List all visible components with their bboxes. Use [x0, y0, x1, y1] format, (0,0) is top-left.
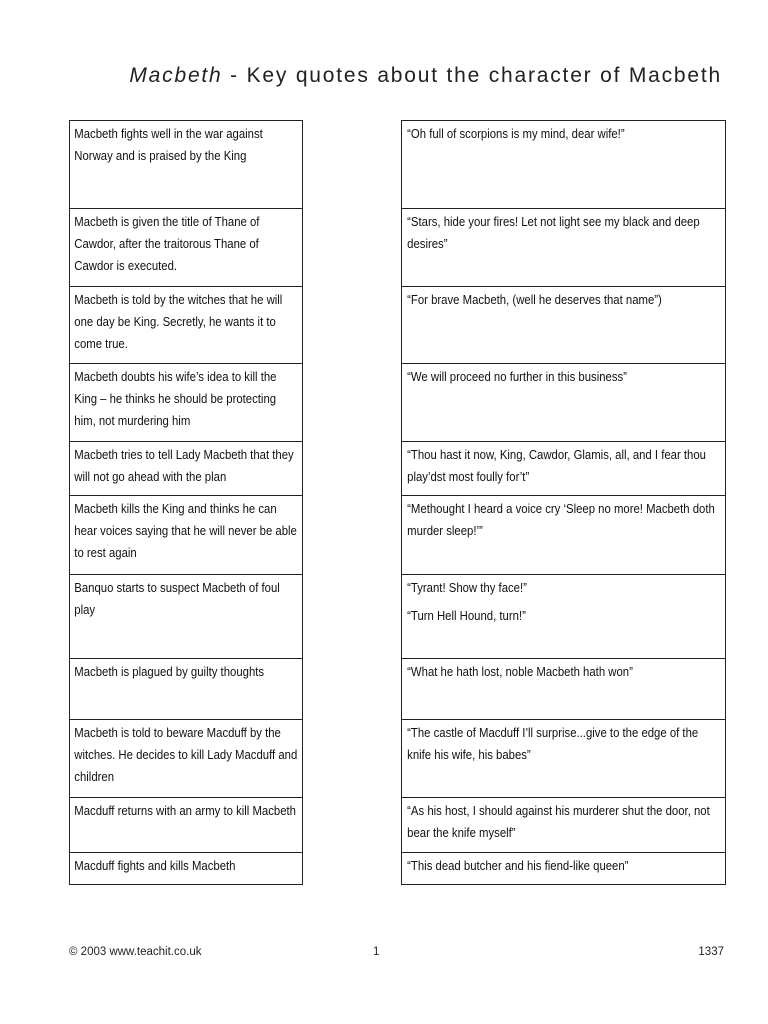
event-text: Macbeth is told to beware Macduff by the witches. He decides to kill Lady Macduff and children — [74, 725, 298, 784]
event-text: Macduff returns with an army to kill Macbeth — [74, 803, 296, 818]
quote-cell — [402, 798, 725, 853]
quote-cell — [402, 121, 725, 209]
event-cell — [70, 442, 302, 496]
quote-text: “Turn Hell Hound, turn!” — [407, 608, 526, 623]
quote-text: “Oh full of scorpions is my mind, dear wife!” — [407, 126, 625, 141]
quote-cell — [402, 287, 725, 364]
quote-cell — [402, 496, 725, 575]
title-subtitle: - Key quotes about the character of Macbeth — [222, 64, 722, 87]
event-text: Macbeth kills the King and thinks he can hear voices saying that he will never be able to rest again — [74, 501, 297, 560]
quote-cell — [402, 442, 725, 496]
event-cell — [70, 853, 302, 885]
quote-cell — [402, 853, 725, 885]
event-text: Macduff fights and kills Macbeth — [74, 858, 236, 873]
event-cell — [70, 496, 302, 575]
event-text: Macbeth is given the title of Thane of Cawdor, after the traitorous Thane of Cawdor is executed. — [74, 214, 260, 273]
quote-text: “We will proceed no further in this business” — [407, 369, 627, 384]
quote-text: “As his host, I should against his murderer shut the door, not bear the knife myself” — [407, 803, 710, 840]
quote-cell — [402, 209, 725, 287]
event-cell — [70, 720, 302, 798]
event-text: Macbeth fights well in the war against Norway and is praised by the King — [74, 126, 263, 163]
event-cell — [70, 364, 302, 442]
event-text: Macbeth doubts his wife’s idea to kill the King – he thinks he should be protecting him, not murdering him — [74, 369, 277, 428]
footer-code: 1337 — [698, 946, 724, 958]
event-text: Macbeth tries to tell Lady Macbeth that they will not go ahead with the plan — [74, 447, 294, 484]
quote-text: “The castle of Macduff I’ll surprise...give to the edge of the knife his wife, his babes” — [407, 725, 699, 762]
event-cell — [70, 287, 302, 364]
page-title — [129, 64, 722, 88]
quote-text: “What he hath lost, noble Macbeth hath won” — [407, 664, 633, 679]
event-cell — [70, 121, 302, 209]
events-column — [69, 120, 303, 885]
quote-text: “Methought I heard a voice cry ‘Sleep no more! Macbeth doth murder sleep!’” — [407, 501, 715, 538]
footer-copyright: © 2003 www.teachit.co.uk — [69, 946, 202, 958]
quote-cell — [402, 575, 725, 659]
quote-cell — [402, 720, 725, 798]
quote-text: “This dead butcher and his fiend-like queen” — [407, 858, 629, 873]
quote-text: “Stars, hide your fires! Let not light see my black and deep desires” — [407, 214, 700, 251]
play-title: Macbeth — [129, 64, 223, 87]
event-cell — [70, 209, 302, 287]
event-text: Banquo starts to suspect Macbeth of foul play — [74, 580, 280, 617]
event-text: Macbeth is told by the witches that he will one day be King. Secretly, he wants it to come true. — [74, 292, 283, 351]
quote-text: “For brave Macbeth, (well he deserves that name”) — [407, 292, 662, 307]
event-cell — [70, 659, 302, 720]
quote-text: “Thou hast it now, King, Cawdor, Glamis, all, and I fear thou play’dst most foully for’t” — [407, 447, 706, 484]
quotes-column — [401, 120, 726, 885]
event-cell — [70, 575, 302, 659]
quote-text: “Tyrant! Show thy face!” — [407, 580, 527, 595]
footer-page-number: 1 — [373, 946, 380, 958]
quote-cell — [402, 364, 725, 442]
event-text: Macbeth is plagued by guilty thoughts — [74, 664, 265, 679]
event-cell — [70, 798, 302, 853]
quote-cell — [402, 659, 725, 720]
